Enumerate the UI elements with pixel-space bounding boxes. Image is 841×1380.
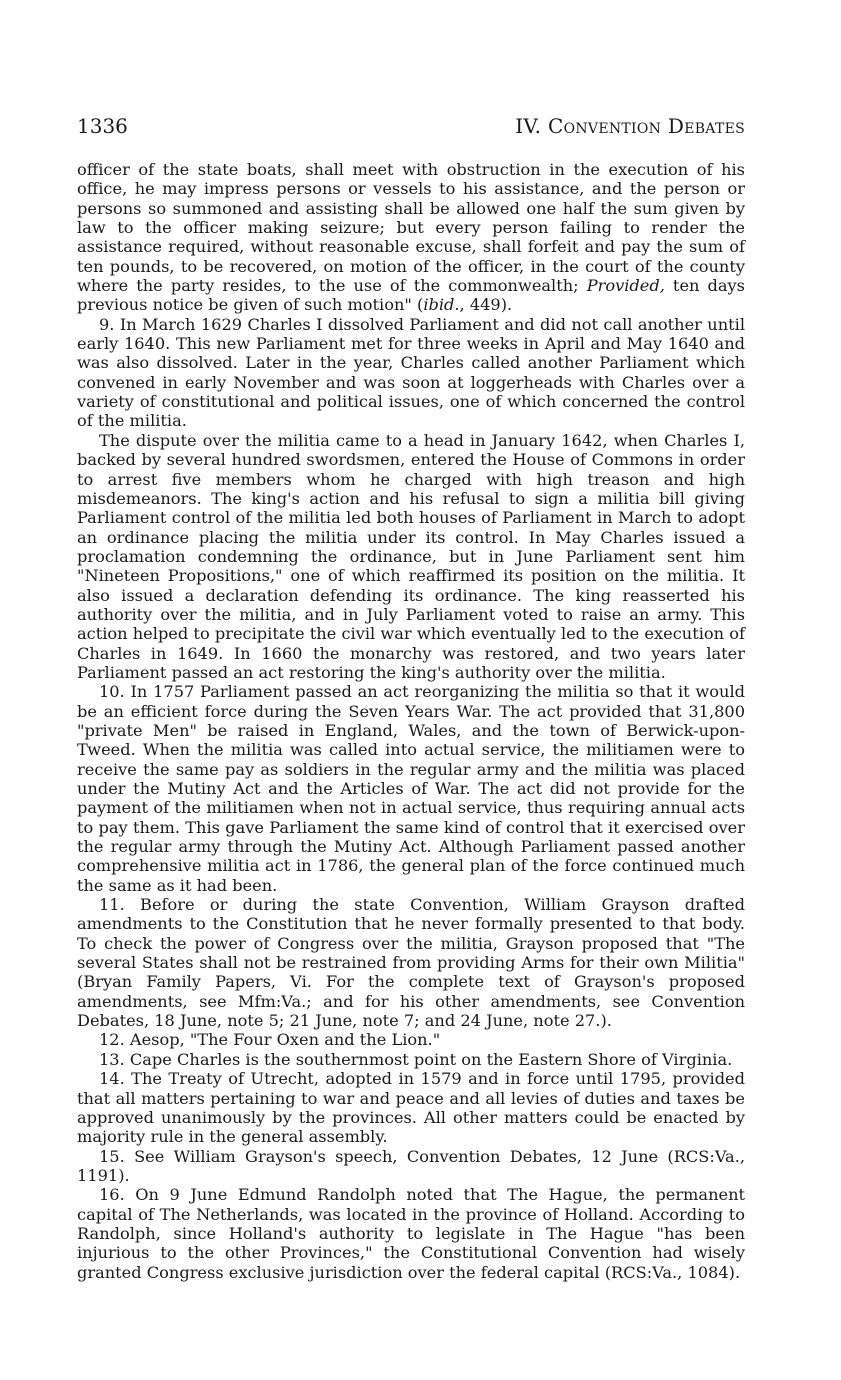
note-9-continued: The dispute over the militia came to a head in January 1642, when Charles I, backed by several hundred swordsmen, entered the House of Commons in order to arrest five members whom he charged with high treason and high misdemeanors. The king's action and his refusal to sign a militia bill giving Parliament control of the militia led both houses of Parliament in March to adopt an ordinance placing the militia under its control. In May Charles issued a proclamation condemning the ordinance, but in June Parliament sent him "Nineteen Propositions," one of which reaffirmed its position on the militia. It also issued a declaration defending its ordinance. The king reasserted his authority over the militia, and in July Parliament voted to raise an army. This action helped to precipitate the civil war which eventually led to the execution of Charles in 1649. In 1660 the monarchy was restored, and two years later Parliament passed an act restoring the king's authority over the militia. (77, 430, 745, 682)
note-11: 11. Before or during the state Convention, William Grayson drafted amendments to the Constitution that he never formally presented to that body. To check the power of Congress over the militia, Grayson proposed that "The several States shall not be restrained from providing Arms for their own Militia" (Bryan Family Papers, Vi. For the complete text of Grayson's proposed amendments, see Mfm:Va.; and for his other amendments, see Convention Debates, 18 June, note 5; 21 June, note 7; and 24 June, note 27.). (77, 895, 745, 1031)
note-16: 16. On 9 June Edmund Randolph noted that The Hague, the permanent capital of The Netherlands, was located in the province of Holland. According to Randolph, since Holland's authority to legislate in The Hague "has been injurious to the other Provinces," the Constitutional Convention had wisely granted Congress exclusive jurisdiction over the federal capital (RCS:Va., 1084). (77, 1185, 745, 1282)
note-12: 12. Aesop, "The Four Oxen and the Lion." (99, 1030, 441, 1050)
note-13: 13. Cape Charles is the southernmost point on the Eastern Shore of Virginia. (99, 1049, 733, 1069)
note-15: 15. See William Grayson's speech, Convention Debates, 12 June (RCS:Va., 1191). (77, 1146, 745, 1185)
page-number: 1336 (77, 114, 128, 138)
note-10: 10. In 1757 Parliament passed an act reorganizing the militia so that it would be an efficient force during the Seven Years War. The act provided that 31,800 "private Men" be raised in England, Wales, and the town of Berwick-upon-Tweed. When the militia was called into actual service, the militiamen were to receive the same pay as soldiers in the regular army and the militia was placed under the Mutiny Act and the Articles of War. The act did not provide for the payment of the militiamen when not in actual service, thus requiring annual acts to pay them. This gave Parliament the same kind of control that it exercised over the regular army through the Mutiny Act. Although Parliament passed another comprehensive militia act in 1786, the general plan of the force continued much the same as it had been. (77, 682, 745, 895)
note-9: 9. In March 1629 Charles I dissolved Parliament and did not call another until early 1640. This new Parliament met for three weeks in April and May 1640 and was also dissolved. Later in the year, Charles called another Parliament which convened in early November and was soon at loggerheads with Charles over a variety of constitutional and political issues, one of which concerned the control of the militia. (77, 314, 745, 431)
notes-body (77, 160, 745, 1282)
running-header (77, 114, 745, 138)
running-title: IV. Convention Debates (515, 114, 745, 138)
paragraph-continued: officer of the state boats, shall meet with obstruction in the execution of his office, he may impress persons or vessels to his assistance, and the person or persons so summoned and assisting shall be allowed one half the sum given by law to the officer making seizure; but every person failing to render the assistance required, without reasonable excuse, shall forfeit and pay the sum of ten pounds, to be recovered, on motion of the officer, in the court of the county where the party resides, to the use of the commonwealth; Provided, ten days previous notice be given of such motion" (ibid., 449). (77, 160, 745, 315)
note-14: 14. The Treaty of Utrecht, adopted in 1579 and in force until 1795, provided that all matters pertaining to war and peace and all levies of duties and taxes be approved unanimously by the provinces. All other matters could be enacted by majority rule in the general assembly. (77, 1069, 745, 1147)
